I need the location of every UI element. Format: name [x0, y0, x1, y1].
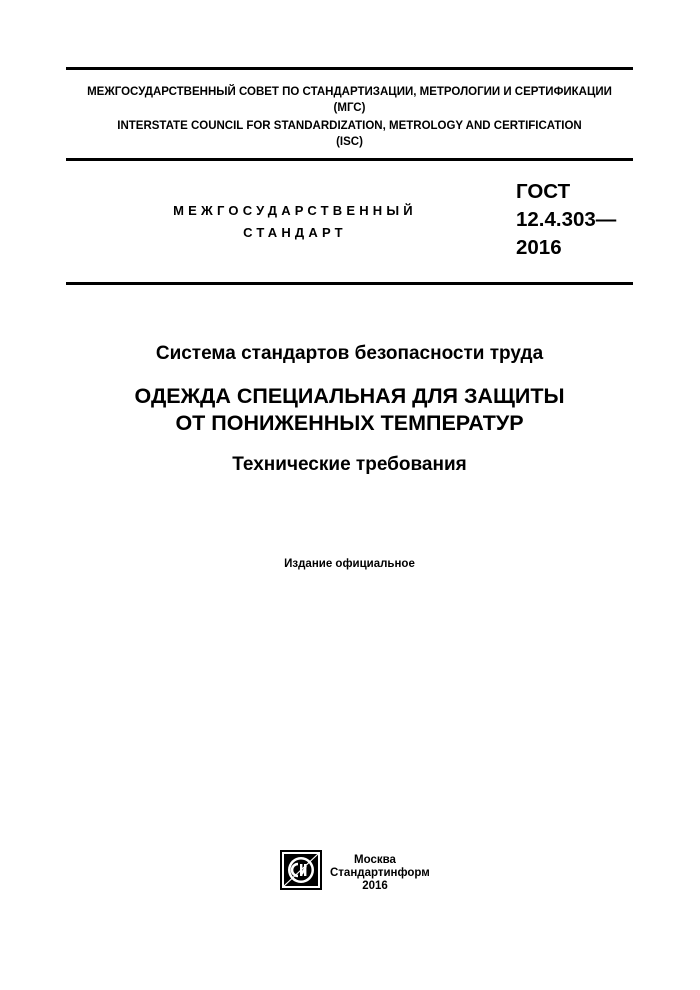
designation-line2: 12.4.303— [516, 208, 617, 231]
designation-line3: 2016 [516, 236, 562, 259]
edition-note: Издание официальное [284, 558, 415, 570]
council-abbr-ru: (МГС) [333, 102, 366, 114]
main-title-line2: ОТ ПОНИЖЕННЫХ ТЕМПЕРАТУР [175, 411, 524, 435]
council-name-en [66, 118, 633, 150]
top-rule [66, 67, 633, 70]
publisher-name: Стандартинформ [330, 867, 430, 879]
publisher-year: 2016 [362, 880, 388, 892]
series-title: Система стандартов безопасности труда [155, 343, 544, 364]
bottom-rule [66, 282, 633, 285]
publisher-city: Москва [354, 854, 396, 866]
council-name-en-line1: INTERSTATE COUNCIL FOR STANDARDIZATION, METROLOGY AND CERTIFICATION [117, 120, 582, 132]
council-name-ru [66, 84, 633, 116]
main-title-line1: ОДЕЖДА СПЕЦИАЛЬНАЯ ДЛЯ ЗАЩИТЫ [134, 384, 565, 408]
subtitle: Технические требования [232, 454, 467, 475]
standartinform-logo-icon [280, 850, 322, 890]
standard-type-line2: СТАНДАРТ [243, 225, 347, 240]
standard-type-line1: МЕЖГОСУДАРСТВЕННЫЙ [173, 203, 417, 218]
middle-rule [66, 158, 633, 161]
council-name-ru-line1: МЕЖГОСУДАРСТВЕННЫЙ СОВЕТ ПО СТАНДАРТИЗАЦИИ, МЕТРОЛОГИИ И СЕРТИФИКАЦИИ [87, 86, 612, 98]
designation-line1: ГОСТ [516, 180, 571, 203]
council-abbr-en: (ISC) [336, 136, 363, 148]
